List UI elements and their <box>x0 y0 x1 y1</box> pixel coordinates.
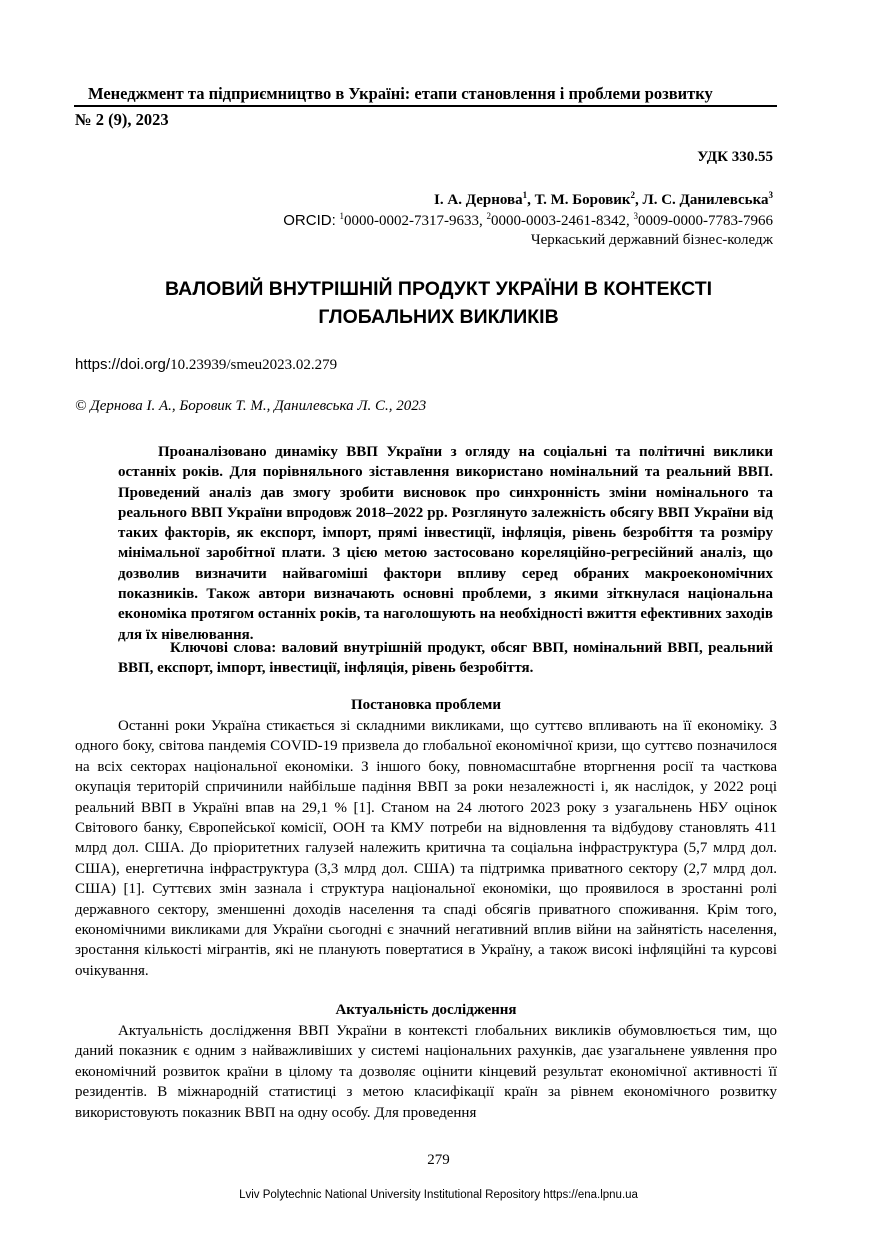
authors-line: І. А. Дернова$^1$, Т. М. Боровик$^2$, Л. С. Данилевська$^3$ <box>434 190 773 208</box>
section-heading-relevance: Актуальність дослідження <box>335 1002 517 1018</box>
page-number: 279 <box>427 1152 450 1168</box>
article-title <box>80 275 797 331</box>
author-3: Л. С. Данилевська <box>642 192 769 208</box>
title-line-2: ГЛОБАЛЬНИХ ВИКЛИКІВ <box>318 306 559 328</box>
section-body-problem <box>75 716 777 981</box>
orcid-1[interactable]: 0000-0002-7317-9633 <box>344 213 479 229</box>
orcid-label: ORCID: <box>283 212 336 229</box>
orcid-2[interactable]: 0000-0003-2461-8342 <box>491 213 626 229</box>
doi-prefix[interactable]: https://doi.org/ <box>75 356 171 373</box>
abstract <box>118 442 773 645</box>
orcid-line: ORCID: $^1$0000-0002-7317-9633, $^2$0000-0003-2461-8342, $^3$0009-0000-7783-7966 <box>283 211 773 229</box>
repository-footer: Lviv Polytechnic National University Institutional Repository https://ena.lpnu.ua <box>239 1189 638 1201</box>
header-rule <box>74 105 777 107</box>
section-body-relevance <box>75 1021 777 1123</box>
copyright: © Дернова І. А., Боровик Т. М., Данилевська Л. С., 2023 <box>75 398 427 414</box>
title-line-1: ВАЛОВИЙ ВНУТРІШНІЙ ПРОДУКТ УКРАЇНИ В КОНТЕКСТІ <box>164 278 713 300</box>
orcid-3[interactable]: 0009-0000-7783-7966 <box>638 213 773 229</box>
paragraph: Актуальність дослідження ВВП України в контексті глобальних викликів обумовлюється тим, що даний показник є одним з найважливіших у системі національних рахунків, дає узагальнене уявлення про економічний розвиток країни в цілому та дозволяє оцінити кінцевий результат економічної активності її резидентів. В міжнародній статистиці з метою класифікації країн за рівнем економічного розвитку використовують показник ВВП на одну особу. Для проведення <box>75 1023 777 1121</box>
keywords <box>118 638 773 679</box>
abstract-text: Проаналізовано динаміку ВВП України з огляду на соціальні та політичні виклики останніх років. Для порівняльного зіставлення використано номінальний та реальний ВВП. Проведений аналіз дав змогу зробити висновок про синхронність зміни номінального та реального ВВП України впродовж 2018–2022 рр. Розглянуто залежність обсягу ВВП України від таких факторів, як експорт, імпорт, прямі інвестиції, інфляція, рівень безробіття та розміру мінімальної заробітної плати. З цією метою застосовано кореляційно-регресійний аналіз, що дозволив визначити найвагоміші фактори впливу серед обраних макроекономічних показників. Також автори визначають основні проблеми, з якими зіткнулася національна економіка протягом останніх років, та наголошують на необхідності вжиття ефективних заходів для їх нівелювання. <box>118 444 773 643</box>
keywords-text: Ключові слова: валовий внутрішній продукт, обсяг ВВП, номінальний ВВП, реальний ВВП, експорт, імпорт, інвестиції, інфляція, рівень безробіття. <box>118 640 773 677</box>
author-2: Т. М. Боровик <box>534 192 631 208</box>
doi-link[interactable] <box>75 356 337 374</box>
affiliation: Черкаський державний бізнес-коледж <box>530 232 773 248</box>
paragraph: Останні роки Україна стикається зі складними викликами, що суттєво впливають на її економіку. З одного боку, світова пандемія COVID-19 призвела до глобальної економічної кризи, що суттєво позначилося на всіх секторах національної економіки. З іншого боку, повномасштабне вторгнення росії та часткова окупація територій спричинили найбільше падіння ВВП за роки незалежності і, як наслідок, у 2022 році реальний ВВП в Україні впав на 29,1 % [1]. Станом на 24 лютого 2023 року з узагальнень НБУ оцінок Світового банку, Європейської комісії, ООН та КМУ потреби на відновлення та відбудову становлять 411 млрд дол. США. До пріоритетних галузей належить критична та соціальна інфраструктура (5,7 млрд дол. США), енергетична інфраструктура (3,3 млрд дол. США) та підтримка приватного сектору (2,7 млрд дол. США) [1]. Суттєвих змін зазнала і структура національної економіки, що проявилося в зростанні ролі державного сектору, зменшенні доходів населення та спаді обсягів приватного споживання. Крім того, економічними викликами для України сьогодні є значний негативний вплив війни на зайнятість населення, зростання кількості мігрантів, які не планують повертатися в Україну, а також високі інфляційні та курсові очікування. <box>75 718 777 979</box>
doi-suffix[interactable]: 10.23939/smeu2023.02.279 <box>170 357 338 373</box>
author-1: І. А. Дернова <box>434 192 523 208</box>
section-heading-problem: Постановка проблеми <box>351 697 501 713</box>
issue-number: № 2 (9), 2023 <box>75 110 169 129</box>
journal-title: Менеджмент та підприємництво в Україні: етапи становлення і проблеми розвитку <box>88 84 713 103</box>
udc-code: УДК 330.55 <box>697 149 773 165</box>
